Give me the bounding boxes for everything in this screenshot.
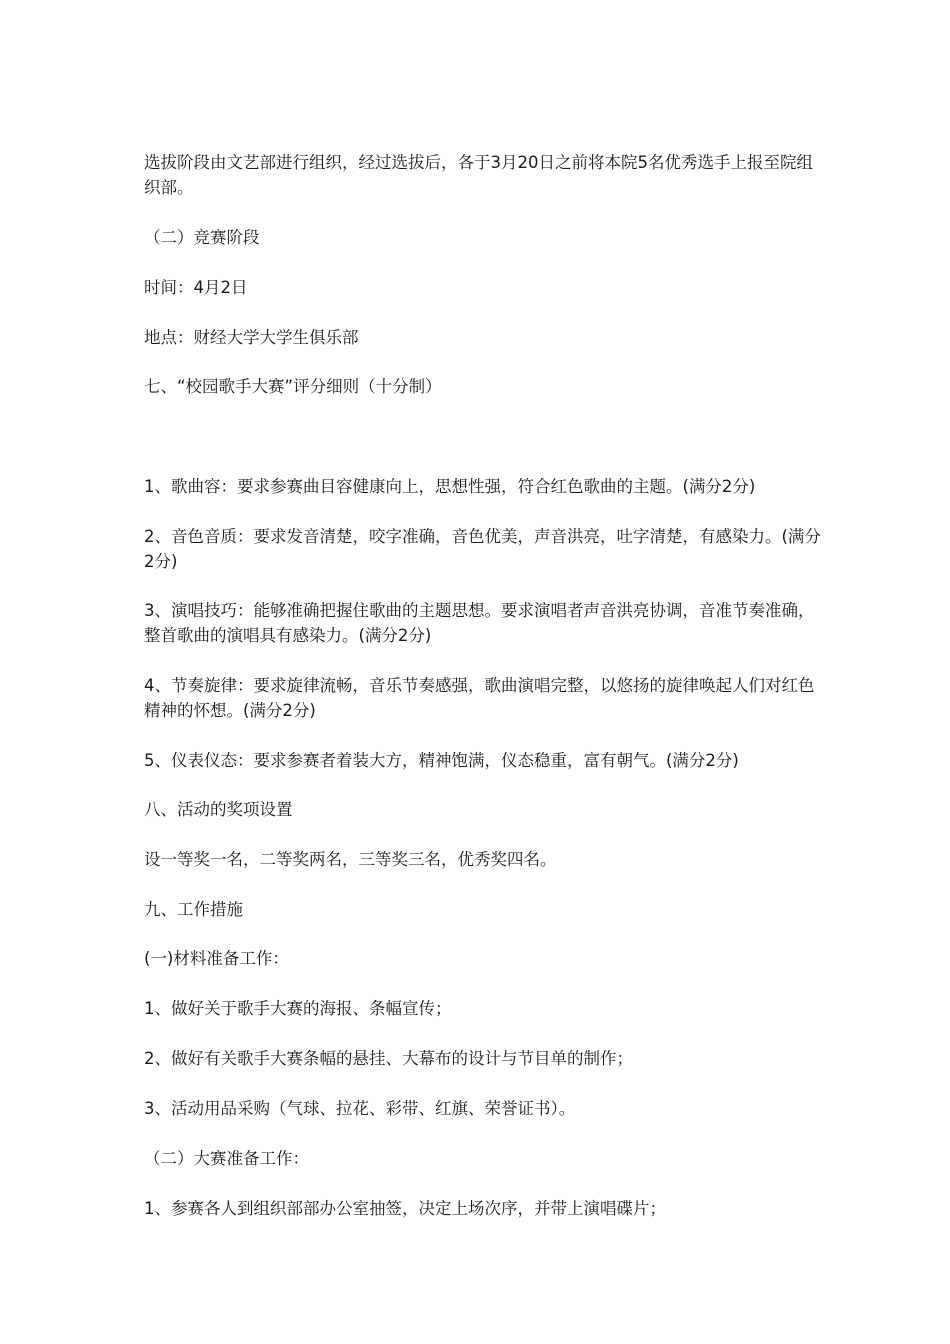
heading-awards: 八、活动的奖项设置 bbox=[144, 800, 293, 819]
item-draw-lots: 1、参赛各人到组织部部办公室抽签，决定上场次序，并带上演唱碟片； bbox=[144, 1199, 666, 1218]
heading-competition-stage: （二）竞赛阶段 bbox=[144, 228, 260, 247]
paragraph-time: 时间：4月2日 bbox=[144, 278, 248, 297]
rule-appearance: 5、仪表仪态：要求参赛者着装大方，精神饱满，仪态稳重，富有朝气。(满分2分) bbox=[144, 751, 739, 770]
heading-scoring-rules: 七、“校园歌手大赛”评分细则（十分制） bbox=[144, 377, 442, 396]
rule-song-content: 1、歌曲容：要求参赛曲目容健康向上，思想性强，符合红色歌曲的主题。(满分2分) bbox=[144, 477, 756, 496]
rule-rhythm-melody: 4、节奏旋律：要求旋律流畅，音乐节奏感强，歌曲演唱完整，以悠扬的旋律唤起人们对红色精神的怀想。(满分2分) bbox=[144, 676, 815, 720]
paragraph-selection-stage: 选拔阶段由文艺部进行组织，经过选拔后，各于3月20日之前将本院5名优秀选手上报至院组织部。 bbox=[144, 153, 813, 197]
paragraph-awards: 设一等奖一名，二等奖两名，三等奖三名，优秀奖四名。 bbox=[144, 850, 557, 869]
heading-work-measures: 九、工作措施 bbox=[144, 900, 243, 919]
item-purchasing: 3、活动用品采购（气球、拉花、彩带、红旗、荣誉证书）。 bbox=[144, 1099, 576, 1118]
rule-singing-skill: 3、演唱技巧：能够准确把握住歌曲的主题思想。要求演唱者声音洪亮协调，音准节奏准确，整首歌曲的演唱具有感染力。(满分2分) bbox=[144, 601, 815, 645]
item-posters: 1、做好关于歌手大赛的海报、条幅宣传； bbox=[144, 999, 452, 1018]
item-banner-design: 2、做好有关歌手大赛条幅的悬挂、大幕布的设计与节目单的制作； bbox=[144, 1049, 633, 1068]
paragraph-location: 地点：财经大学大学生俱乐部 bbox=[144, 328, 359, 347]
rule-voice-quality: 2、音色音质：要求发音清楚，咬字准确，音色优美，声音洪亮，吐字清楚，有感染力。(满分2分) bbox=[144, 527, 821, 571]
heading-contest-prep: （二）大赛准备工作： bbox=[144, 1149, 309, 1168]
heading-material-prep: (一)材料准备工作： bbox=[144, 949, 289, 968]
